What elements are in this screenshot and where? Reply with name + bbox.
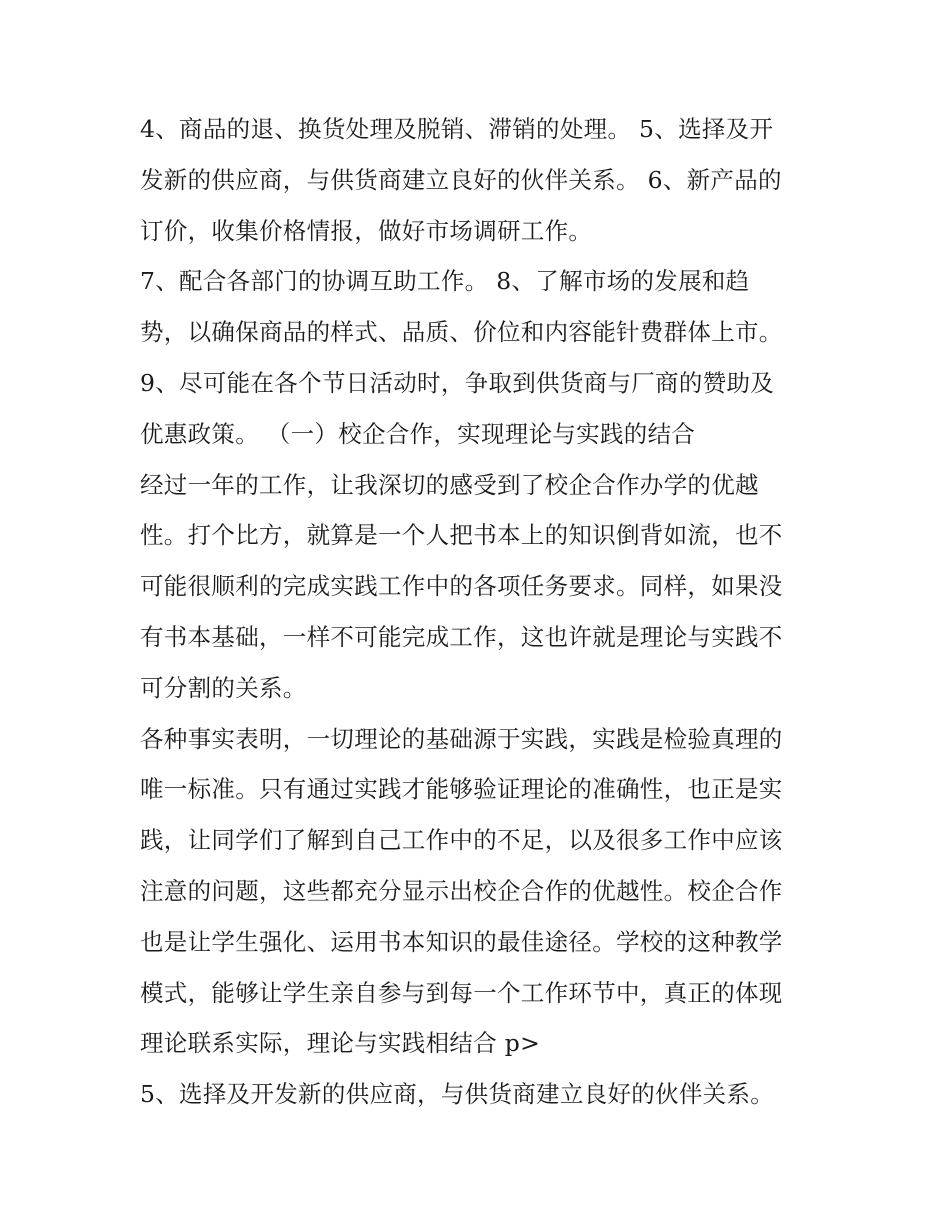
text-line: 践，让同学们了解到自己工作中的不足，以及很多工作中应该 — [140, 826, 783, 855]
text-line: 各种事实表明，一切理论的基础源于实践，实践是检验真理的 — [140, 724, 783, 753]
text-line: 7、配合各部门的协调互助工作。 8、了解市场的发展和趋 — [140, 267, 750, 296]
text-line: 9、尽可能在各个节日活动时，争取到供货商与厂商的赞助及 — [140, 368, 775, 397]
text-line: 发新的供应商，与供货商建立良好的伙伴关系。 6、新产品的 — [140, 165, 782, 194]
text-line: 优惠政策。 （一）校企合作，实现理论与实践的结合 — [140, 419, 696, 448]
text-line: 可能很顺利的完成实践工作中的各项任务要求。同样，如果没 — [140, 572, 783, 601]
text-line: 有书本基础，一样不可能完成工作，这也许就是理论与实践不 — [140, 622, 783, 651]
text-line: 注意的问题，这些都充分显示出校企合作的优越性。校企合作 — [140, 876, 783, 905]
text-line: 理论联系实际，理论与实践相结合 p> — [140, 1029, 541, 1058]
text-line: 性。打个比方，就算是一个人把书本上的知识倒背如流，也不 — [140, 521, 783, 550]
text-line: 唯一标准。只有通过实践才能够验证理论的准确性，也正是实 — [140, 775, 783, 804]
document-body — [140, 104, 820, 1120]
text-line: 势，以确保商品的样式、品质、价位和内容能针费群体上市。 — [140, 318, 783, 347]
text-line: 5、选择及开发新的供应商，与供货商建立良好的伙伴关系。 — [140, 1080, 775, 1109]
text-line: 4、商品的退、换货处理及脱销、滞销的处理。 5、选择及开 — [140, 115, 774, 143]
text-line: 可分割的关系。 — [140, 673, 307, 702]
text-line: 模式，能够让学生亲自参与到每一个工作环节中，真正的体现 — [140, 978, 783, 1007]
text-line: 经过一年的工作，让我深切的感受到了校企合作办学的优越 — [140, 470, 759, 499]
text-line: 订价，收集价格情报，做好市场调研工作。 — [140, 216, 593, 245]
text-line: 也是让学生强化、运用书本知识的最佳途径。学校的这种教学 — [140, 927, 783, 956]
